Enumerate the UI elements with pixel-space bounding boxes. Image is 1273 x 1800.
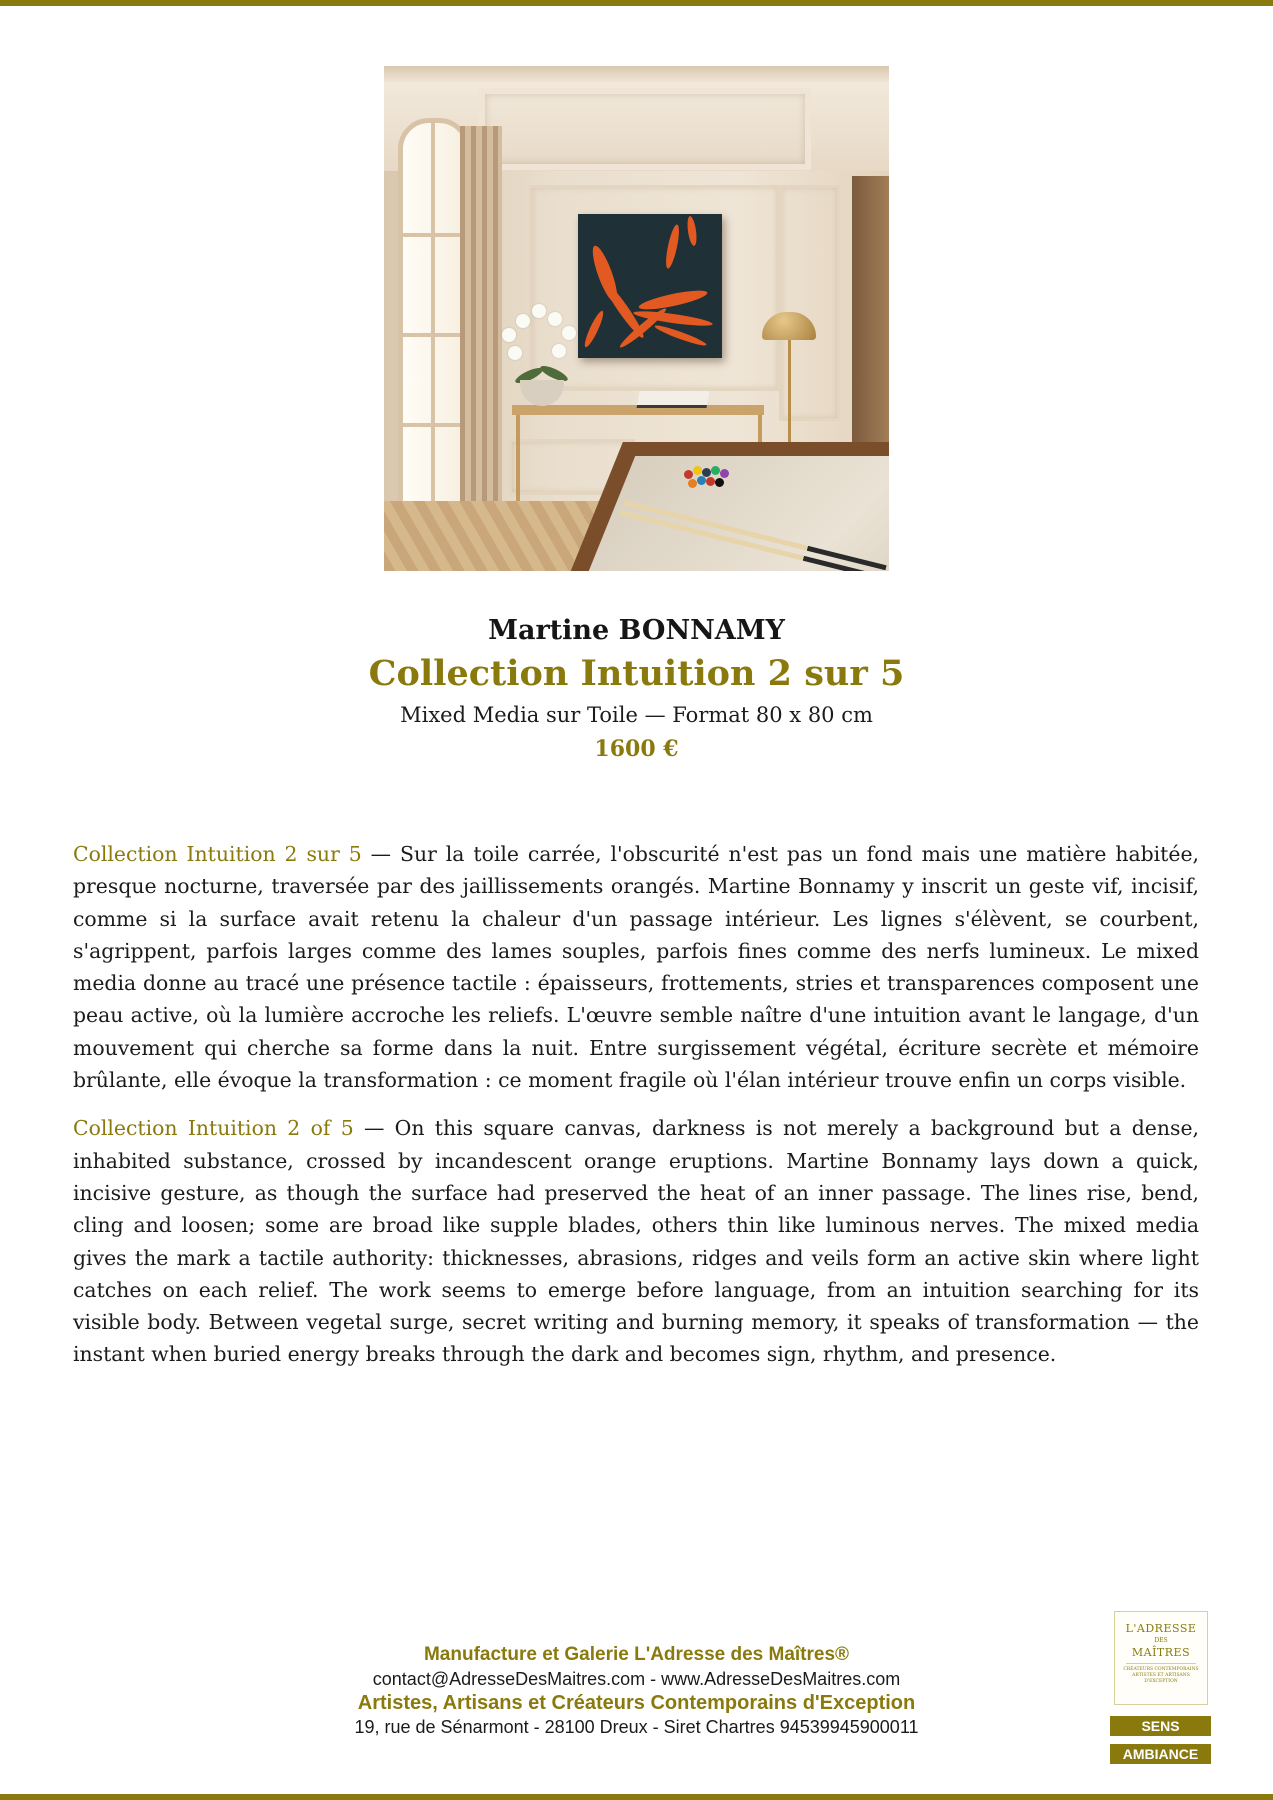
gallery-contact: contact@AdresseDesMaitres.com - www.AdresseDesMaitres.com [372,1669,901,1689]
open-book [637,391,710,408]
gallery-footer [0,1643,1273,1739]
gallery-logo: L'ADRESSE DES MAÎTRES CRÉATEURS CONTEMPORAINS ARTISTES ET ARTISANS D'EXCEPTION [1114,1611,1208,1705]
gallery-tagline: Artistes, Artisans et Créateurs Contemporains d'Exception [357,1692,916,1714]
description-en [73,1112,1199,1370]
artwork-title: Collection Intuition 2 sur 5 [368,653,905,694]
artwork-medium: Mixed Media sur Toile — Format 80 x 80 cm [400,703,873,727]
top-accent-bar [0,0,1273,6]
artwork-header [0,612,1273,766]
bottom-accent-bar [0,1794,1273,1800]
curtain [460,126,502,516]
artist-name: Martine BONNAMY [488,615,785,646]
description-fr-text: — Sur la toile carrée, l'obscurité n'est pas un fond mais une matière habitée, presque nocturne, traversée par des jaillissements orangés. Martine Bonnamy y inscrit un geste vif, incisif, comme si la surface avait retenu la chaleur d'un passage intérieur. Les lignes s'élèvent, se courbent, s'agrippent, parfois larges comme des lames souples, parfois fines comme des nerfs lumineux. Le mixed media donne au tracé une présence tactile : épaisseurs, frottements, stries et transparences composent une peau active, où la lumière accroche les reliefs. L'œuvre semble naître d'une intuition avant le langage, d'un mouvement qui cherche sa forme dans la nuit. Entre surgissement végétal, écriture secrète et mémoire brûlante, elle évoque la transformation : ce moment fragile où l'élan intérieur trouve enfin un corps visible. [73,842,1199,1093]
description-fr-lead: Collection Intuition 2 sur 5 [73,842,362,866]
gallery-address: 19, rue de Sénarmont - 28100 Dreux - Siret Chartres 94539945900011 [354,1717,919,1737]
ambiance-badge: AMBIANCE [1110,1744,1211,1764]
sens-badge: SENS [1110,1716,1211,1736]
abstract-painting [578,214,722,358]
description-en-text: — On this square canvas, darkness is not merely a background but a dense, inhabited substance, crossed by incandescent orange eruptions. Martine Bonnamy lays down a quick, incisive gesture, as though the surface had preserved the heat of an inner passage. The lines rise, bend, cling and loosen; some are broad like supple blades, others thin like luminous nerves. The mixed media gives the mark a tactile authority: thicknesses, abrasions, ridges and veils form an active skin where light catches on each relief. The work seems to emerge before language, from an intuition searching for its visible body. Between vegetal surge, secret writing and burning memory, it speaks of transformation — the instant when buried energy breaks through the dark and becomes sign, rhythm, and presence. [73,1116,1200,1367]
artwork-room-photo [384,66,889,571]
description-fr [73,838,1199,1096]
artwork-description [73,838,1199,1387]
gallery-name: Manufacture et Galerie L'Adresse des Maîtres® [423,1644,850,1665]
artwork-price: 1600 € [594,736,679,762]
description-en-lead: Collection Intuition 2 of 5 [73,1116,354,1141]
